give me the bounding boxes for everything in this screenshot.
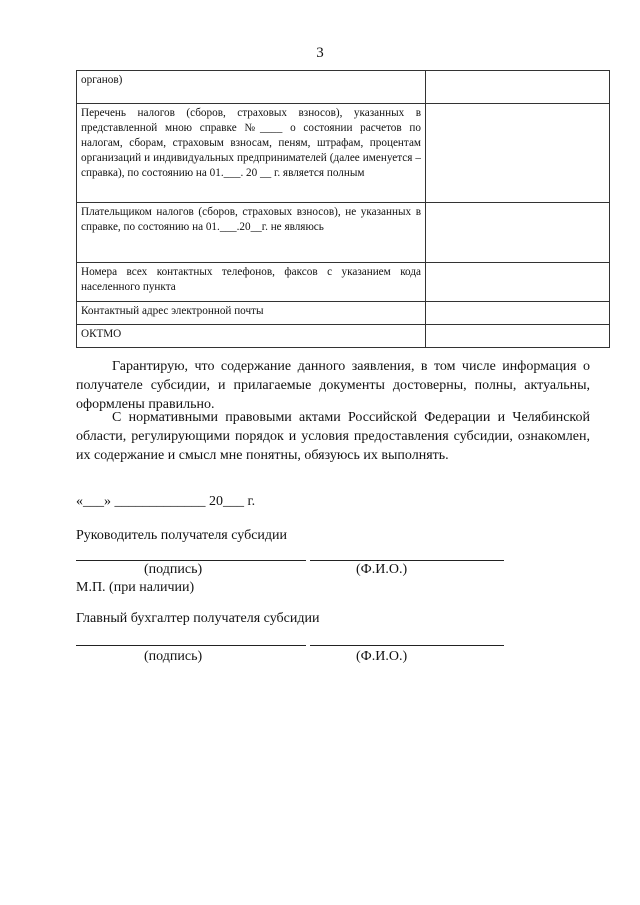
row-label: ОКТМО <box>77 325 426 348</box>
row-value <box>426 104 610 203</box>
head-signature-line <box>76 560 306 561</box>
table-row <box>77 203 610 263</box>
row-value <box>426 71 610 104</box>
acknowledgement-paragraph: С нормативными правовыми актами Российской Федерации и Челябинской области, регулирующими порядок и условия предоставления субсидии, ознакомлен, их содержание и смысл мне понятны, обязуюсь их выполнять. <box>76 410 590 463</box>
row-label: Контактный адрес электронной почты <box>77 302 426 325</box>
row-value <box>426 263 610 302</box>
accountant-name-caption: (Ф.И.О.) <box>356 649 408 664</box>
row-value <box>426 203 610 263</box>
head-title: Руководитель получателя субсидии <box>76 528 288 543</box>
row-label: органов) <box>77 71 426 104</box>
accountant-signature-line <box>76 645 306 646</box>
guarantee-paragraph: Гарантирую, что содержание данного заявления, в том числе информация о получателе субсидии, и прилагаемые документы достоверны, полны, актуальны, оформлены правильно. <box>76 359 590 412</box>
accountant-signature-caption: (подпись) <box>144 649 203 664</box>
row-label: Перечень налогов (сборов, страховых взносов), указанных в представленной мною справке №____ о состоянии расчетов по налогам, сборам, страховым взносам, пеням, штрафам, процентам организаций и индивидуальных предпринимателей (далее именуется – справка), по состоянию на 01.___. 20 __ г. является полным <box>77 104 426 203</box>
table-row <box>77 104 610 203</box>
stamp-note: М.П. (при наличии) <box>76 580 195 595</box>
table-row <box>77 325 610 348</box>
head-signature-caption: (подпись) <box>144 562 203 577</box>
row-value <box>426 302 610 325</box>
accountant-title: Главный бухгалтер получателя субсидии <box>76 611 320 626</box>
head-name-caption: (Ф.И.О.) <box>356 562 408 577</box>
row-value <box>426 325 610 348</box>
table-row <box>77 302 610 325</box>
table-row <box>77 71 610 104</box>
application-table <box>76 70 610 348</box>
accountant-name-line <box>310 645 504 646</box>
row-label: Номера всех контактных телефонов, факсов с указанием кода населенного пункта <box>77 263 426 302</box>
page-number: 3 <box>316 45 324 61</box>
table-row <box>77 263 610 302</box>
head-name-line <box>310 560 504 561</box>
row-label: Плательщиком налогов (сборов, страховых взносов), не указанных в справке, по состоянию на 01.___.20__г. не являюсь <box>77 203 426 263</box>
date-line: «___» _____________ 20___ г. <box>76 494 256 509</box>
